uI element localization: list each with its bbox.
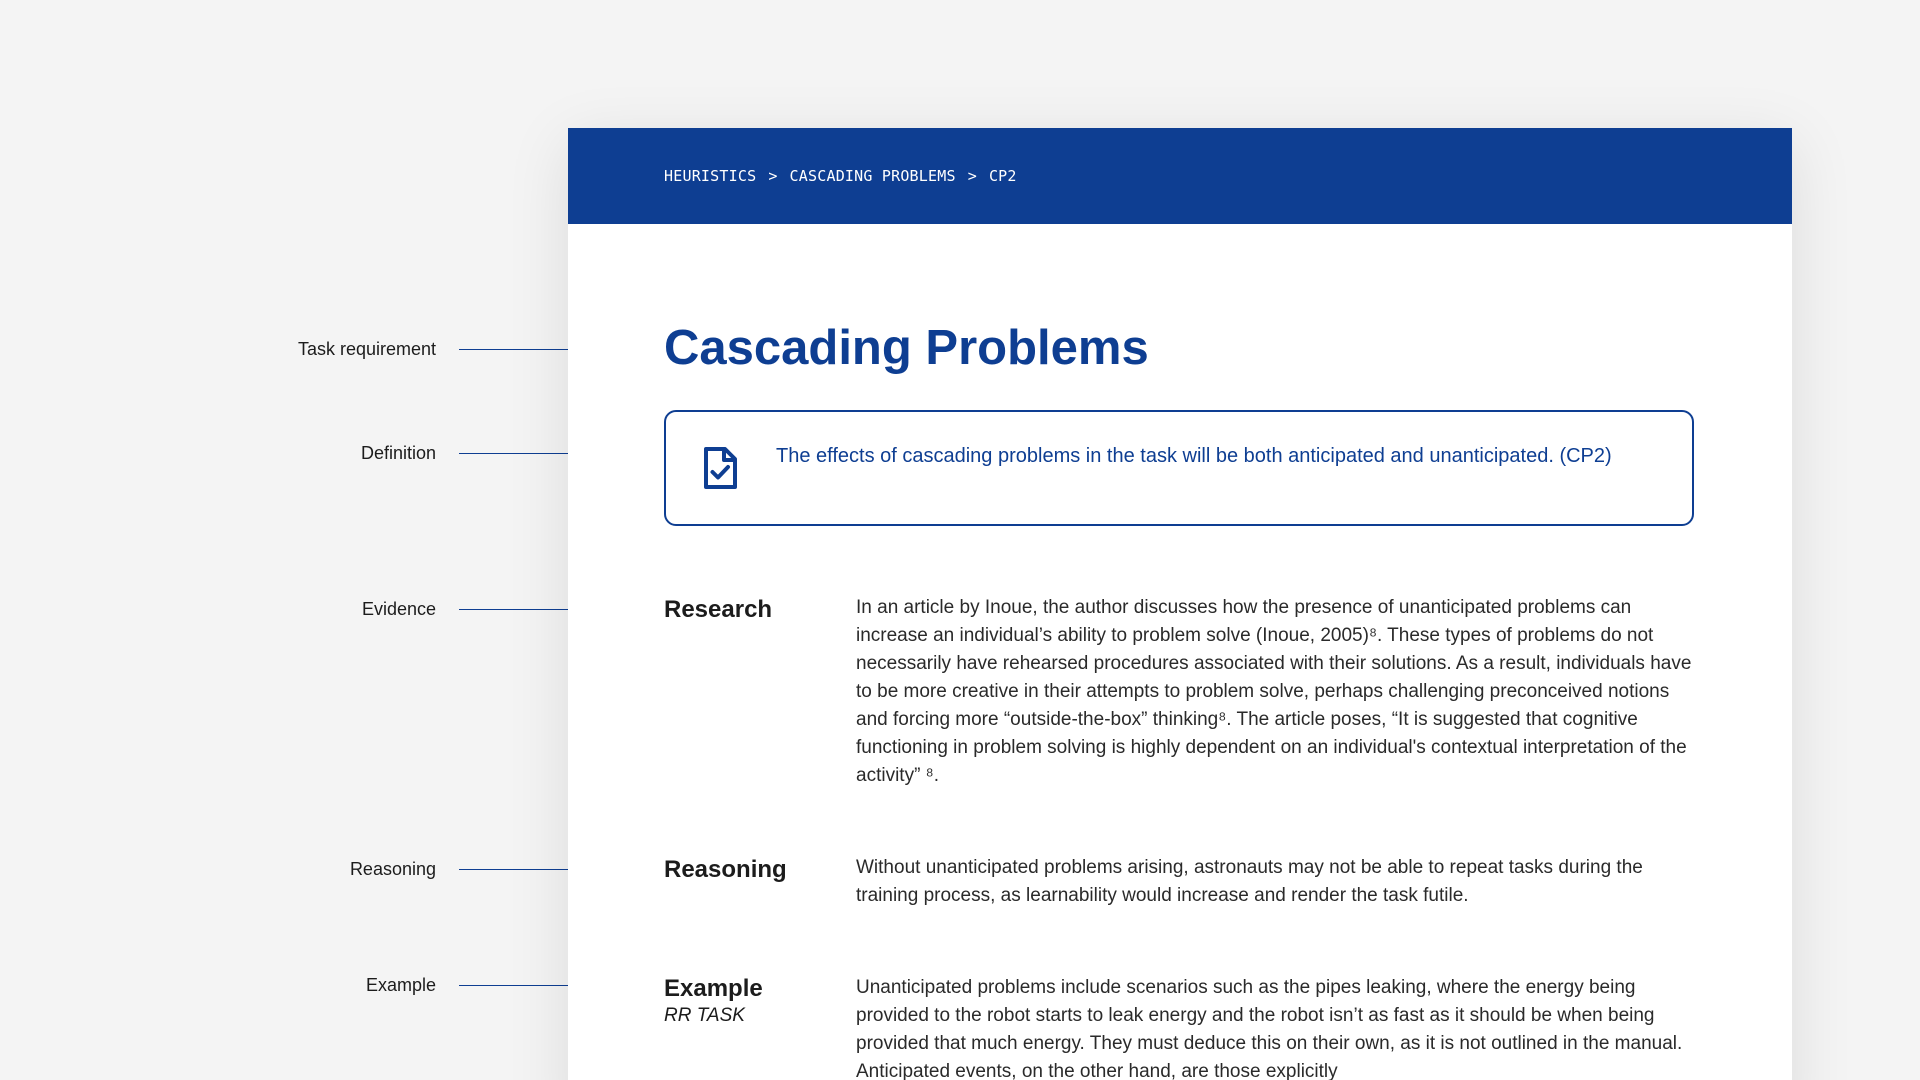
document-card [568,128,1792,1080]
definition-text: The effects of cascading problems in the task will be both anticipated and unanticipated. (CP2) [776,445,1612,467]
annotation-task-requirement [0,339,632,359]
breadcrumb-item-cascading-problems[interactable]: CASCADING PROBLEMS [789,167,956,185]
example-sublabel: RR TASK [664,1005,745,1026]
definition-box [664,410,1694,526]
research-label: Research [664,596,773,623]
annotation-reasoning [0,859,632,879]
annotation-label: Task requirement [297,339,436,359]
breadcrumb-item-heuristics[interactable]: HEURISTICS [664,167,757,185]
research-body: In an article by Inoue, the author discusses how the presence of unanticipated problems can increase an individual’s ability to problem solve (Inoue, 2005)⁸. These types of problems do not necessarily have rehearsed procedures associated with their solutions. As a result, individuals have to be more creative in their attempts to problem solve, perhaps challenging preconceived notions and forcing more “outside-the-box” thinking⁸. The article poses, “It is suggested that cognitive functioning in problem solving is highly dependent on an individual's contextual interpretation of the activity” ⁸. [856,597,1692,786]
breadcrumb-separator: > [768,167,778,185]
page-title: Cascading Problems [664,321,1149,375]
annotation-example [0,975,632,995]
annotation-definition [0,443,632,463]
annotation-label: Definition [360,443,436,463]
reasoning-body: Without unanticipated problems arising, astronauts may not be able to repeat tasks during the training process, as learnability would increase and render the task futile. [856,857,1643,906]
reasoning-label: Reasoning [664,856,787,883]
breadcrumb [664,166,1017,186]
document-check-icon [702,446,738,490]
example-body: Unanticipated problems include scenarios such as the pipes leaking, where the energy being provided to the robot starts to leak energy and the robot isn’t as fast as it should be when being provided that much energy. They must deduce this on their own, as it is not outlined in the manual. Anticipated events, on the other hand, are those explicitly [856,977,1683,1080]
annotation-label: Evidence [361,599,436,619]
annotation-label: Reasoning [349,859,436,879]
breadcrumb-item-current: CP2 [988,167,1017,185]
breadcrumb-separator: > [967,167,977,185]
header-band [568,128,1792,224]
annotation-label: Example [365,975,436,995]
annotation-evidence [0,599,632,619]
example-label: Example [664,975,763,1002]
